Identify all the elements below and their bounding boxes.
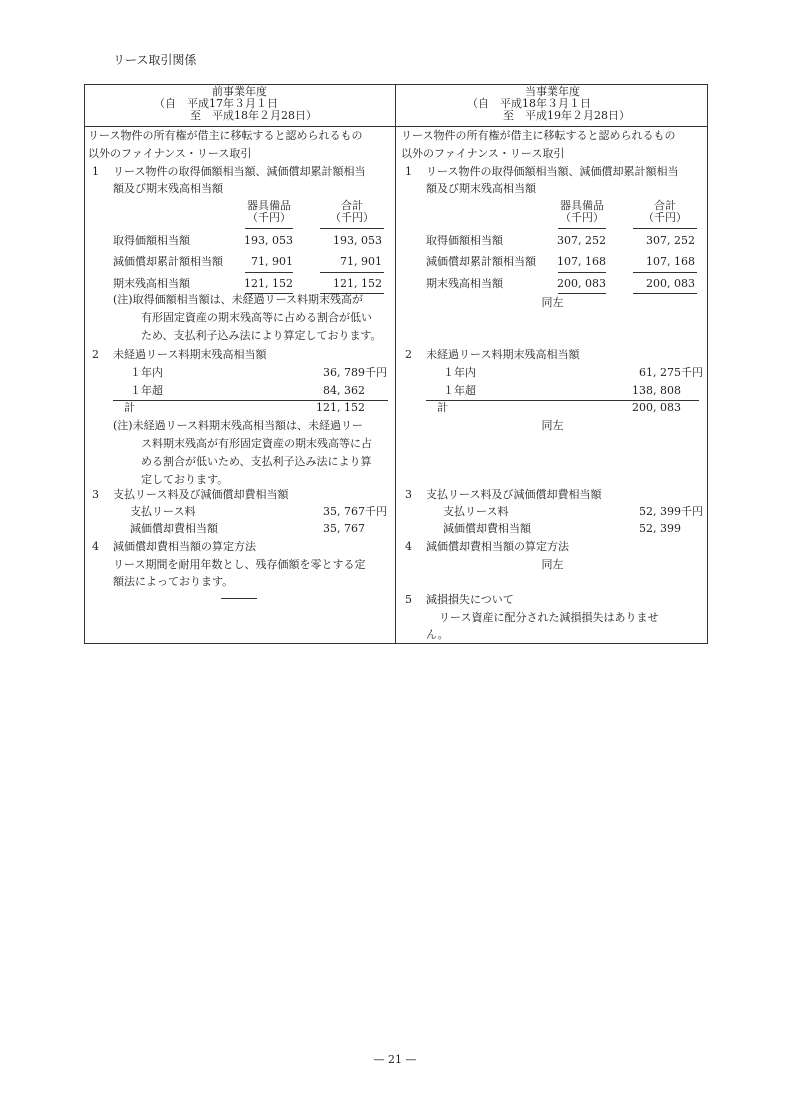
row-label: １年超 xyxy=(130,384,163,397)
row-label: １年内 xyxy=(130,366,163,379)
row-label: 計 xyxy=(437,401,448,414)
section-number: 1 xyxy=(92,165,99,178)
row-label: １年内 xyxy=(443,366,476,379)
section-heading: 支払リース料及び減価償却費相当額 xyxy=(426,488,602,501)
row-value: 200, 083 xyxy=(557,277,606,290)
section-heading: 減価償却費相当額の算定方法 xyxy=(113,540,256,553)
period-to: 至 平成18年２月28日） xyxy=(190,109,317,122)
column-header: 合計 xyxy=(341,199,363,212)
intro-line: 以外のファイナンス・リース取引 xyxy=(88,147,252,160)
table-border-left xyxy=(84,84,85,644)
body-text: ん。 xyxy=(426,628,449,641)
unit-label: 千円 xyxy=(365,505,387,518)
body-text: リース資産に配分された減損損失はありませ xyxy=(439,611,659,624)
row-label: 支払リース料 xyxy=(130,505,196,518)
row-label: 減価償却累計額相当額 xyxy=(426,255,536,268)
dash-rule xyxy=(221,598,257,599)
row-value: 107, 168 xyxy=(646,255,695,268)
same-as-left: 同左 xyxy=(541,558,564,571)
row-value: 35, 767 xyxy=(323,505,365,518)
column-rule xyxy=(633,228,697,229)
column-unit: （千円） xyxy=(247,211,291,224)
section-heading: 額及び期末残高相当額 xyxy=(426,182,536,195)
row-value: 200, 083 xyxy=(646,277,695,290)
column-rule xyxy=(320,228,384,229)
row-label: 減価償却累計額相当額 xyxy=(113,255,223,268)
intro-line: リース物件の所有権が借主に移転すると認められるもの xyxy=(401,129,676,142)
column-divider xyxy=(395,84,396,644)
row-value: 107, 168 xyxy=(557,255,606,268)
column-header: 器具備品 xyxy=(560,199,604,212)
note-text: (注)取得価額相当額は、未経過リース料期末残高が xyxy=(113,293,364,306)
row-label: 減価償却費相当額 xyxy=(130,522,218,535)
section-number: 3 xyxy=(405,488,412,501)
note-text: 定しております。 xyxy=(141,473,229,486)
same-as-left: 同左 xyxy=(541,419,564,432)
total-rule xyxy=(426,400,699,401)
column-rule xyxy=(558,228,606,229)
row-label: 期末残高相当額 xyxy=(426,277,503,290)
row-value: 71, 901 xyxy=(251,255,293,268)
subtotal-rule xyxy=(558,272,606,273)
row-value: 61, 275 xyxy=(639,366,681,379)
row-label: 取得価額相当額 xyxy=(113,234,190,247)
period-to: 至 平成19年２月28日） xyxy=(503,109,630,122)
section-heading: 未経過リース料期末残高相当額 xyxy=(426,348,580,361)
row-value: 52, 399 xyxy=(639,505,681,518)
body-text: リース期間を耐用年数とし、残存価額を零とする定 xyxy=(113,558,366,571)
section-title: リース取引関係 xyxy=(113,53,197,67)
unit-label: 千円 xyxy=(681,505,703,518)
row-value: 121, 152 xyxy=(316,401,365,414)
row-value: 138, 808 xyxy=(632,384,681,397)
period-from: （自 平成17年３月１日 xyxy=(154,97,278,110)
column-rule xyxy=(245,228,293,229)
subtotal-rule xyxy=(320,272,384,273)
section-number: 2 xyxy=(92,348,99,361)
note-text: める割合が低いため、支払利子込み法により算 xyxy=(141,455,372,468)
body-text: 額法によっております。 xyxy=(113,575,234,588)
row-value: 36, 789 xyxy=(323,366,365,379)
section-heading: リース物件の取得価額相当額、減価償却累計額相当 xyxy=(113,165,366,178)
row-value: 200, 083 xyxy=(632,401,681,414)
section-heading: 額及び期末残高相当額 xyxy=(113,182,223,195)
note-text: ス料期末残高が有形固定資産の期末残高等に占 xyxy=(141,437,372,450)
row-value: 121, 152 xyxy=(244,277,293,290)
row-label: 減価償却費相当額 xyxy=(443,522,531,535)
row-value: 52, 399 xyxy=(639,522,681,535)
subtotal-rule xyxy=(633,272,697,273)
row-value: 193, 053 xyxy=(244,234,293,247)
period-from: （自 平成18年３月１日 xyxy=(467,97,591,110)
subtotal-rule xyxy=(245,272,293,273)
row-value: 121, 152 xyxy=(333,277,382,290)
row-value: 71, 901 xyxy=(340,255,382,268)
note-text: (注)未経過リース料期末残高相当額は、未経過リー xyxy=(113,419,364,432)
row-label: 支払リース料 xyxy=(443,505,509,518)
unit-label: 千円 xyxy=(681,366,703,379)
unit-label: 千円 xyxy=(365,366,387,379)
total-rule xyxy=(558,293,606,294)
intro-line: 以外のファイナンス・リース取引 xyxy=(401,147,565,160)
section-number: 3 xyxy=(92,488,99,501)
note-text: ため、支払利子込み法により算定しております。 xyxy=(141,329,382,342)
row-label: 取得価額相当額 xyxy=(426,234,503,247)
column-header: 器具備品 xyxy=(247,199,291,212)
section-number: 1 xyxy=(405,165,412,178)
row-label: 計 xyxy=(124,401,135,414)
section-heading: 支払リース料及び減価償却費相当額 xyxy=(113,488,289,501)
column-unit: （千円） xyxy=(643,211,687,224)
row-value: 193, 053 xyxy=(333,234,382,247)
same-as-left: 同左 xyxy=(541,296,564,309)
column-header: 合計 xyxy=(654,199,676,212)
row-value: 84, 362 xyxy=(323,384,365,397)
section-number: 4 xyxy=(92,540,99,553)
section-number: 5 xyxy=(405,593,412,606)
row-value: 35, 767 xyxy=(323,522,365,535)
page-number: — 21 — xyxy=(373,1053,417,1066)
section-heading: リース物件の取得価額相当額、減価償却累計額相当 xyxy=(426,165,679,178)
section-number: 4 xyxy=(405,540,412,553)
total-rule xyxy=(633,293,697,294)
period-heading: 前事業年度 xyxy=(212,85,267,98)
section-number: 2 xyxy=(405,348,412,361)
section-heading: 減価償却費相当額の算定方法 xyxy=(426,540,569,553)
period-heading: 当事業年度 xyxy=(525,85,580,98)
intro-line: リース物件の所有権が借主に移転すると認められるもの xyxy=(88,129,363,142)
row-value: 307, 252 xyxy=(557,234,606,247)
column-unit: （千円） xyxy=(330,211,374,224)
row-label: １年超 xyxy=(443,384,476,397)
column-unit: （千円） xyxy=(560,211,604,224)
row-label: 期末残高相当額 xyxy=(113,277,190,290)
section-heading: 未経過リース料期末残高相当額 xyxy=(113,348,267,361)
row-value: 307, 252 xyxy=(646,234,695,247)
section-heading: 減損損失について xyxy=(426,593,514,606)
note-text: 有形固定資産の期末残高等に占める割合が低い xyxy=(141,311,372,324)
total-rule xyxy=(113,400,388,401)
